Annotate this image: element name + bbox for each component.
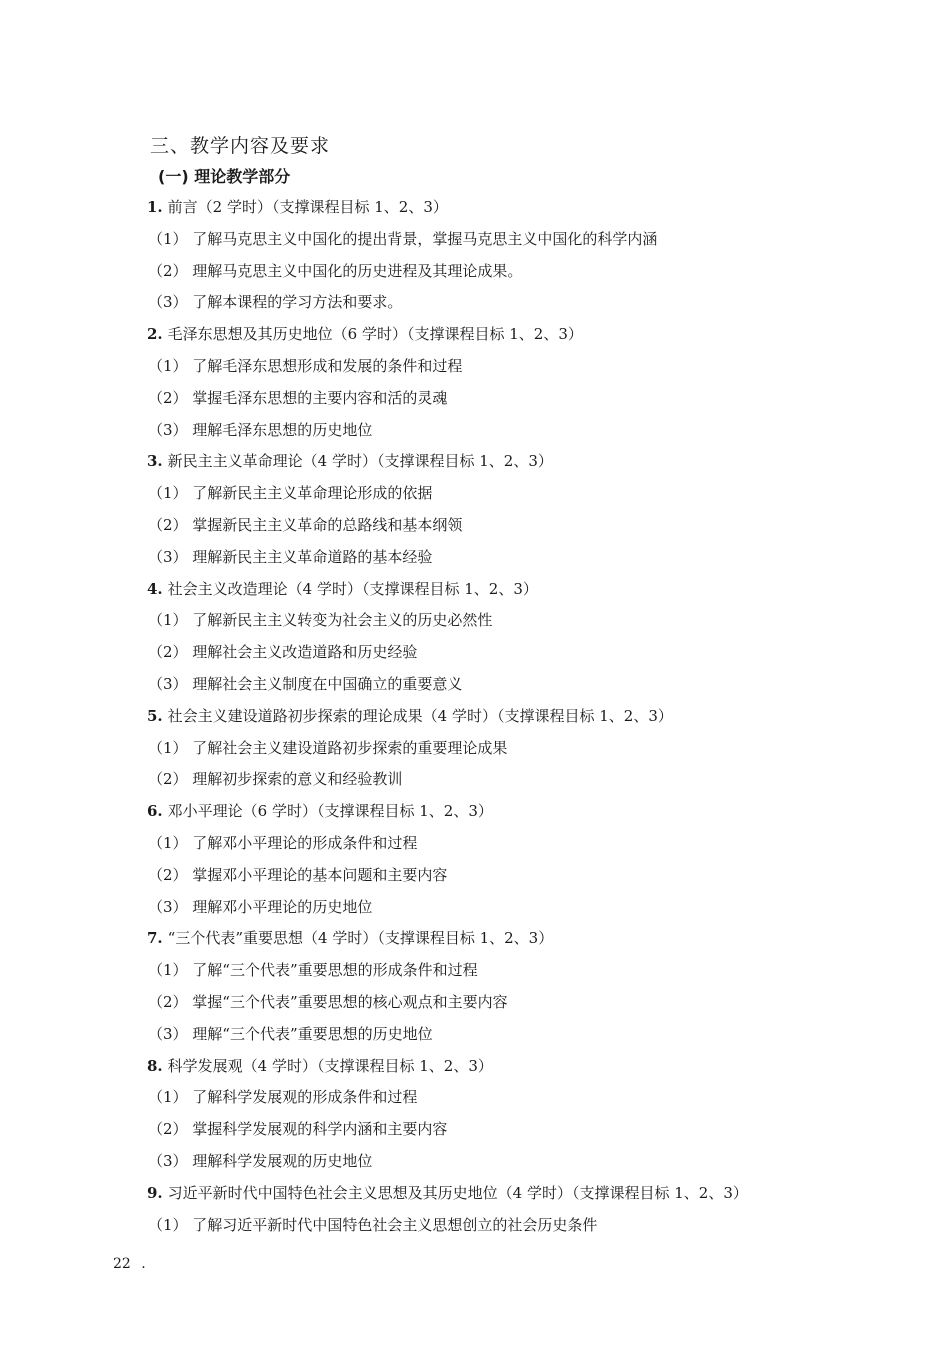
topic-item: （2） 掌握邓小平理论的基本问题和主要内容 [148, 865, 448, 884]
topic-number: 3. [147, 452, 163, 471]
topic-item: （2） 理解马克思主义中国化的历史进程及其理论成果。 [148, 261, 523, 280]
page-mark: . [141, 1256, 146, 1272]
topic-number: 8. [147, 1056, 163, 1075]
page-number: 22 [113, 1256, 131, 1272]
topic-title: 社会主义建设道路初步探索的理论成果（4 学时）（支撑课程目标 1、2、3） [167, 706, 673, 725]
topic-item: （1） 了解习近平新时代中国特色社会主义思想创立的社会历史条件 [148, 1215, 598, 1234]
topic-title: 习近平新时代中国特色社会主义思想及其历史地位（4 学时）（支撑课程目标 1、2、3） [167, 1183, 748, 1202]
content-list [147, 195, 847, 1244]
topic-item: （1） 了解新民主主义转变为社会主义的历史必然性 [148, 611, 493, 630]
topic-item: （1） 了解科学发展观的形成条件和过程 [148, 1088, 418, 1107]
page-footer [113, 1256, 146, 1272]
subsection-title: (一) 理论教学部分 [158, 167, 291, 186]
topic-number: 2. [147, 325, 163, 344]
topic-title: “三个代表”重要思想（4 学时）（支撑课程目标 1、2、3） [167, 929, 554, 948]
topic-item: （1） 了解邓小平理论的形成条件和过程 [148, 833, 418, 852]
topic-item: （3） 了解本课程的学习方法和要求。 [148, 293, 403, 312]
topic-item: （1） 了解新民主主义革命理论形成的依据 [148, 484, 433, 503]
topic-title: 社会主义改造理论（4 学时）（支撑课程目标 1、2、3） [167, 579, 538, 598]
topic-number: 6. [147, 802, 163, 821]
topic-heading [147, 195, 847, 227]
topic-item: （3） 理解新民主主义革命道路的基本经验 [148, 547, 433, 566]
topic-heading [147, 1054, 847, 1086]
topic-item: （1） 了解社会主义建设道路初步探索的重要理论成果 [148, 738, 508, 757]
topic-item: （1） 了解“三个代表”重要思想的形成条件和过程 [148, 961, 478, 980]
topic-heading [147, 926, 847, 958]
topic-item: （2） 掌握科学发展观的科学内涵和主要内容 [148, 1120, 448, 1139]
topic-item: （1） 了解马克思主义中国化的提出背景，掌握马克思主义中国化的科学内涵 [148, 229, 658, 248]
topic-number: 1. [147, 198, 163, 216]
topic-number: 5. [147, 706, 163, 725]
topic-heading [147, 704, 847, 736]
topic-item: （2） 理解初步探索的意义和经验教训 [148, 770, 403, 789]
topic-title: 前言（2 学时）（支撑课程目标 1、2、3） [167, 198, 448, 216]
section-title: 三、教学内容及要求 [150, 135, 331, 157]
topic-title: 邓小平理论（6 学时）（支撑课程目标 1、2、3） [167, 802, 493, 821]
topic-heading [147, 799, 847, 831]
topic-heading [147, 1181, 847, 1213]
topic-item: （2） 掌握毛泽东思想的主要内容和活的灵魂 [148, 388, 448, 407]
topic-number: 7. [147, 929, 163, 948]
topic-heading [147, 322, 847, 354]
topic-item: （3） 理解毛泽东思想的历史地位 [148, 420, 373, 439]
topic-number: 9. [147, 1183, 163, 1202]
topic-item: （3） 理解“三个代表”重要思想的历史地位 [148, 1024, 433, 1043]
topic-item: （2） 理解社会主义改造道路和历史经验 [148, 643, 418, 662]
topic-item: （3） 理解邓小平理论的历史地位 [148, 897, 373, 916]
topic-item: （1） 了解毛泽东思想形成和发展的条件和过程 [148, 356, 463, 375]
topic-item: （3） 理解社会主义制度在中国确立的重要意义 [148, 674, 463, 693]
topic-heading [147, 449, 847, 481]
topic-title: 毛泽东思想及其历史地位（6 学时）（支撑课程目标 1、2、3） [167, 325, 583, 344]
topic-number: 4. [147, 579, 163, 598]
topic-title: 新民主主义革命理论（4 学时）（支撑课程目标 1、2、3） [167, 452, 553, 471]
topic-item: （3） 理解科学发展观的历史地位 [148, 1151, 373, 1170]
topic-title: 科学发展观（4 学时）（支撑课程目标 1、2、3） [167, 1056, 493, 1075]
topic-item: （2） 掌握“三个代表”重要思想的核心观点和主要内容 [148, 992, 508, 1011]
topic-heading [147, 577, 847, 609]
topic-item: （2） 掌握新民主主义革命的总路线和基本纲领 [148, 515, 463, 534]
